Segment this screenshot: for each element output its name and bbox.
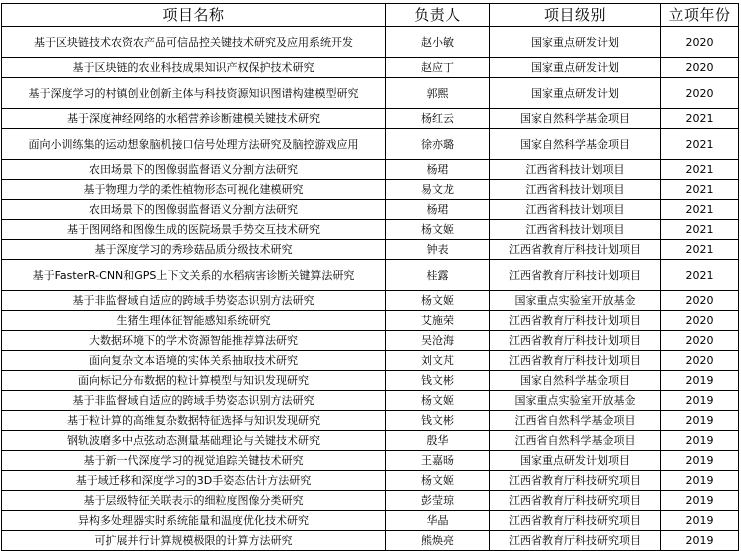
cell-year[interactable]: 2019 — [661, 411, 739, 431]
cell-project-name[interactable]: 基于深度神经网络的水稻营养诊断建模关键技术研究 — [2, 109, 386, 129]
cell-leader[interactable]: 杨珺 — [386, 200, 490, 220]
table-row — [2, 451, 739, 471]
cell-level[interactable]: 江西省教育厅科技计划项目 — [490, 331, 661, 351]
cell-year[interactable]: 2021 — [661, 160, 739, 180]
cell-level[interactable]: 江西省自然科学基金项目 — [490, 431, 661, 451]
table-row — [2, 411, 739, 431]
cell-leader[interactable]: 杨文姬 — [386, 291, 490, 311]
cell-project-name[interactable]: 面向复杂文本语境的实体关系抽取技术研究 — [2, 351, 386, 371]
table-row — [2, 180, 739, 200]
cell-year[interactable]: 2020 — [661, 58, 739, 78]
projects-table — [1, 3, 739, 551]
table-row — [2, 471, 739, 491]
cell-level[interactable]: 江西省科技计划项目 — [490, 180, 661, 200]
cell-project-name[interactable]: 农田场景下的图像弱监督语义分割方法研究 — [2, 200, 386, 220]
cell-project-name[interactable]: 基于物理力学的柔性植物形态可视化建模研究 — [2, 180, 386, 200]
cell-leader[interactable]: 艾施荣 — [386, 311, 490, 331]
cell-project-name[interactable]: 农田场景下的图像弱监督语义分割方法研究 — [2, 160, 386, 180]
table-row — [2, 291, 739, 311]
cell-year[interactable]: 2021 — [661, 129, 739, 160]
cell-project-name[interactable]: 基于深度学习的村镇创业创新主体与科技资源知识图谱构建模型研究 — [2, 78, 386, 109]
cell-year[interactable]: 2020 — [661, 27, 739, 58]
table-row — [2, 129, 739, 160]
cell-year[interactable]: 2020 — [661, 331, 739, 351]
cell-project-name[interactable]: 基于深度学习的秀珍菇品质分级技术研究 — [2, 240, 386, 260]
header-row — [2, 4, 739, 27]
cell-year[interactable]: 2019 — [661, 451, 739, 471]
cell-project-name[interactable]: 基于粒计算的高维复杂数据特征选择与知识发现研究 — [2, 411, 386, 431]
cell-leader[interactable]: 杨红云 — [386, 109, 490, 129]
cell-project-name[interactable]: 基于非监督域自适应的跨域手势姿态识别方法研究 — [2, 291, 386, 311]
cell-level[interactable]: 江西省科技计划项目 — [490, 160, 661, 180]
cell-year[interactable]: 2019 — [661, 531, 739, 551]
cell-project-name[interactable]: 面向小训练集的运动想象脑机接口信号处理方法研究及脑控游戏应用 — [2, 129, 386, 160]
table-row — [2, 491, 739, 511]
cell-level[interactable]: 江西省教育厅科技研究项目 — [490, 471, 661, 491]
cell-level[interactable]: 江西省教育厅科技研究项目 — [490, 491, 661, 511]
cell-level[interactable]: 江西省教育厅科技计划项目 — [490, 260, 661, 291]
table-row — [2, 220, 739, 240]
cell-leader[interactable]: 郭熙 — [386, 78, 490, 109]
cell-project-name[interactable]: 基于区块链的农业科技成果知识产权保护技术研究 — [2, 58, 386, 78]
cell-year[interactable]: 2020 — [661, 291, 739, 311]
cell-level[interactable]: 江西省自然科学基金项目 — [490, 411, 661, 431]
table-row — [2, 160, 739, 180]
table-row — [2, 260, 739, 291]
cell-leader[interactable]: 徐亦璐 — [386, 129, 490, 160]
cell-year[interactable]: 2019 — [661, 511, 739, 531]
cell-level[interactable]: 江西省教育厅科技研究项目 — [490, 511, 661, 531]
cell-year[interactable]: 2019 — [661, 471, 739, 491]
cell-year[interactable]: 2019 — [661, 371, 739, 391]
table-row — [2, 351, 739, 371]
cell-level[interactable]: 江西省教育厅科技计划项目 — [490, 351, 661, 371]
cell-year[interactable]: 2021 — [661, 109, 739, 129]
cell-project-name[interactable]: 异构多处理器实时系统能量和温度优化技术研究 — [2, 511, 386, 531]
table-row — [2, 240, 739, 260]
cell-level[interactable]: 国家重点研发计划 — [490, 78, 661, 109]
table-row — [2, 531, 739, 551]
cell-level[interactable]: 国家重点实验室开放基金 — [490, 291, 661, 311]
cell-leader[interactable]: 桂露 — [386, 260, 490, 291]
table-row — [2, 27, 739, 58]
cell-level[interactable]: 江西省教育厅科技计划项目 — [490, 311, 661, 331]
table-row — [2, 311, 739, 331]
cell-project-name[interactable]: 基于非监督域自适应的跨域手势姿态识别方法研究 — [2, 391, 386, 411]
table-row — [2, 109, 739, 129]
cell-level[interactable]: 国家重点研发计划项目 — [490, 451, 661, 471]
cell-project-name[interactable]: 生猪生理体征智能感知系统研究 — [2, 311, 386, 331]
cell-year[interactable]: 2021 — [661, 180, 739, 200]
cell-level[interactable]: 国家重点实验室开放基金 — [490, 391, 661, 411]
table-row — [2, 58, 739, 78]
cell-level[interactable]: 国家重点研发计划 — [490, 58, 661, 78]
header-year[interactable]: 立项年份 — [661, 4, 739, 27]
table-row — [2, 391, 739, 411]
cell-year[interactable]: 2021 — [661, 240, 739, 260]
cell-project-name[interactable]: 大数据环境下的学术资源智能推荐算法研究 — [2, 331, 386, 351]
cell-year[interactable]: 2019 — [661, 391, 739, 411]
cell-level[interactable]: 国家自然科学基金项目 — [490, 371, 661, 391]
cell-leader[interactable]: 彭莹琼 — [386, 491, 490, 511]
cell-project-name[interactable]: 基于新一代深度学习的视觉追踪关键技术研究 — [2, 451, 386, 471]
cell-leader[interactable]: 刘文芃 — [386, 351, 490, 371]
cell-project-name[interactable]: 基于图网络和图像生成的医院场景手势交互技术研究 — [2, 220, 386, 240]
table-row — [2, 371, 739, 391]
cell-leader[interactable]: 吴沧海 — [386, 331, 490, 351]
cell-level[interactable]: 江西省科技计划项目 — [490, 200, 661, 220]
cell-year[interactable]: 2020 — [661, 351, 739, 371]
cell-leader[interactable]: 杨文姬 — [386, 220, 490, 240]
cell-level[interactable]: 江西省教育厅科技研究项目 — [490, 531, 661, 551]
cell-leader[interactable]: 钱文彬 — [386, 411, 490, 431]
cell-project-name[interactable]: 基于区块链技术农资农产品可信品控关键技术研究及应用系统开发 — [2, 27, 386, 58]
cell-leader[interactable]: 钟表 — [386, 240, 490, 260]
table-row — [2, 200, 739, 220]
table-row — [2, 331, 739, 351]
cell-leader[interactable]: 钱文彬 — [386, 371, 490, 391]
cell-level[interactable]: 江西省科技计划项目 — [490, 220, 661, 240]
table-row — [2, 78, 739, 109]
cell-year[interactable]: 2020 — [661, 78, 739, 109]
header-level[interactable]: 项目级别 — [490, 4, 661, 27]
cell-leader[interactable]: 杨珺 — [386, 160, 490, 180]
cell-project-name[interactable]: 可扩展并行计算规模极限的计算方法研究 — [2, 531, 386, 551]
header-leader[interactable]: 负责人 — [386, 4, 490, 27]
cell-year[interactable]: 2021 — [661, 220, 739, 240]
table-row — [2, 511, 739, 531]
cell-leader[interactable]: 熊焕亮 — [386, 531, 490, 551]
cell-year[interactable]: 2021 — [661, 200, 739, 220]
cell-leader[interactable]: 杨文姬 — [386, 391, 490, 411]
cell-year[interactable]: 2021 — [661, 260, 739, 291]
cell-project-name[interactable]: 面向标记分布数据的粒计算模型与知识发现研究 — [2, 371, 386, 391]
cell-project-name[interactable]: 钢轨波磨多中点弦动态测量基础理论与关键技术研究 — [2, 431, 386, 451]
header-project-name[interactable]: 项目名称 — [2, 4, 386, 27]
cell-leader[interactable]: 杨文姬 — [386, 471, 490, 491]
cell-level[interactable]: 国家自然科学基金项目 — [490, 129, 661, 160]
table-row — [2, 431, 739, 451]
cell-leader[interactable]: 殷华 — [386, 431, 490, 451]
cell-level[interactable]: 国家自然科学基金项目 — [490, 109, 661, 129]
cell-leader[interactable]: 易文龙 — [386, 180, 490, 200]
cell-leader[interactable]: 王嘉旸 — [386, 451, 490, 471]
cell-project-name[interactable]: 基于域迁移和深度学习的3D手姿态估计方法研究 — [2, 471, 386, 491]
cell-project-name[interactable]: 基于FasterR-CNN和GPS上下文关系的水稻病害诊断关键算法研究 — [2, 260, 386, 291]
cell-leader[interactable]: 赵应丁 — [386, 58, 490, 78]
cell-leader[interactable]: 华晶 — [386, 511, 490, 531]
cell-level[interactable]: 江西省教育厅科技计划项目 — [490, 240, 661, 260]
cell-year[interactable]: 2019 — [661, 491, 739, 511]
cell-level[interactable]: 国家重点研发计划 — [490, 27, 661, 58]
cell-year[interactable]: 2019 — [661, 431, 739, 451]
cell-leader[interactable]: 赵小敏 — [386, 27, 490, 58]
cell-year[interactable]: 2020 — [661, 311, 739, 331]
cell-project-name[interactable]: 基于层级特征关联表示的细粒度图像分类研究 — [2, 491, 386, 511]
